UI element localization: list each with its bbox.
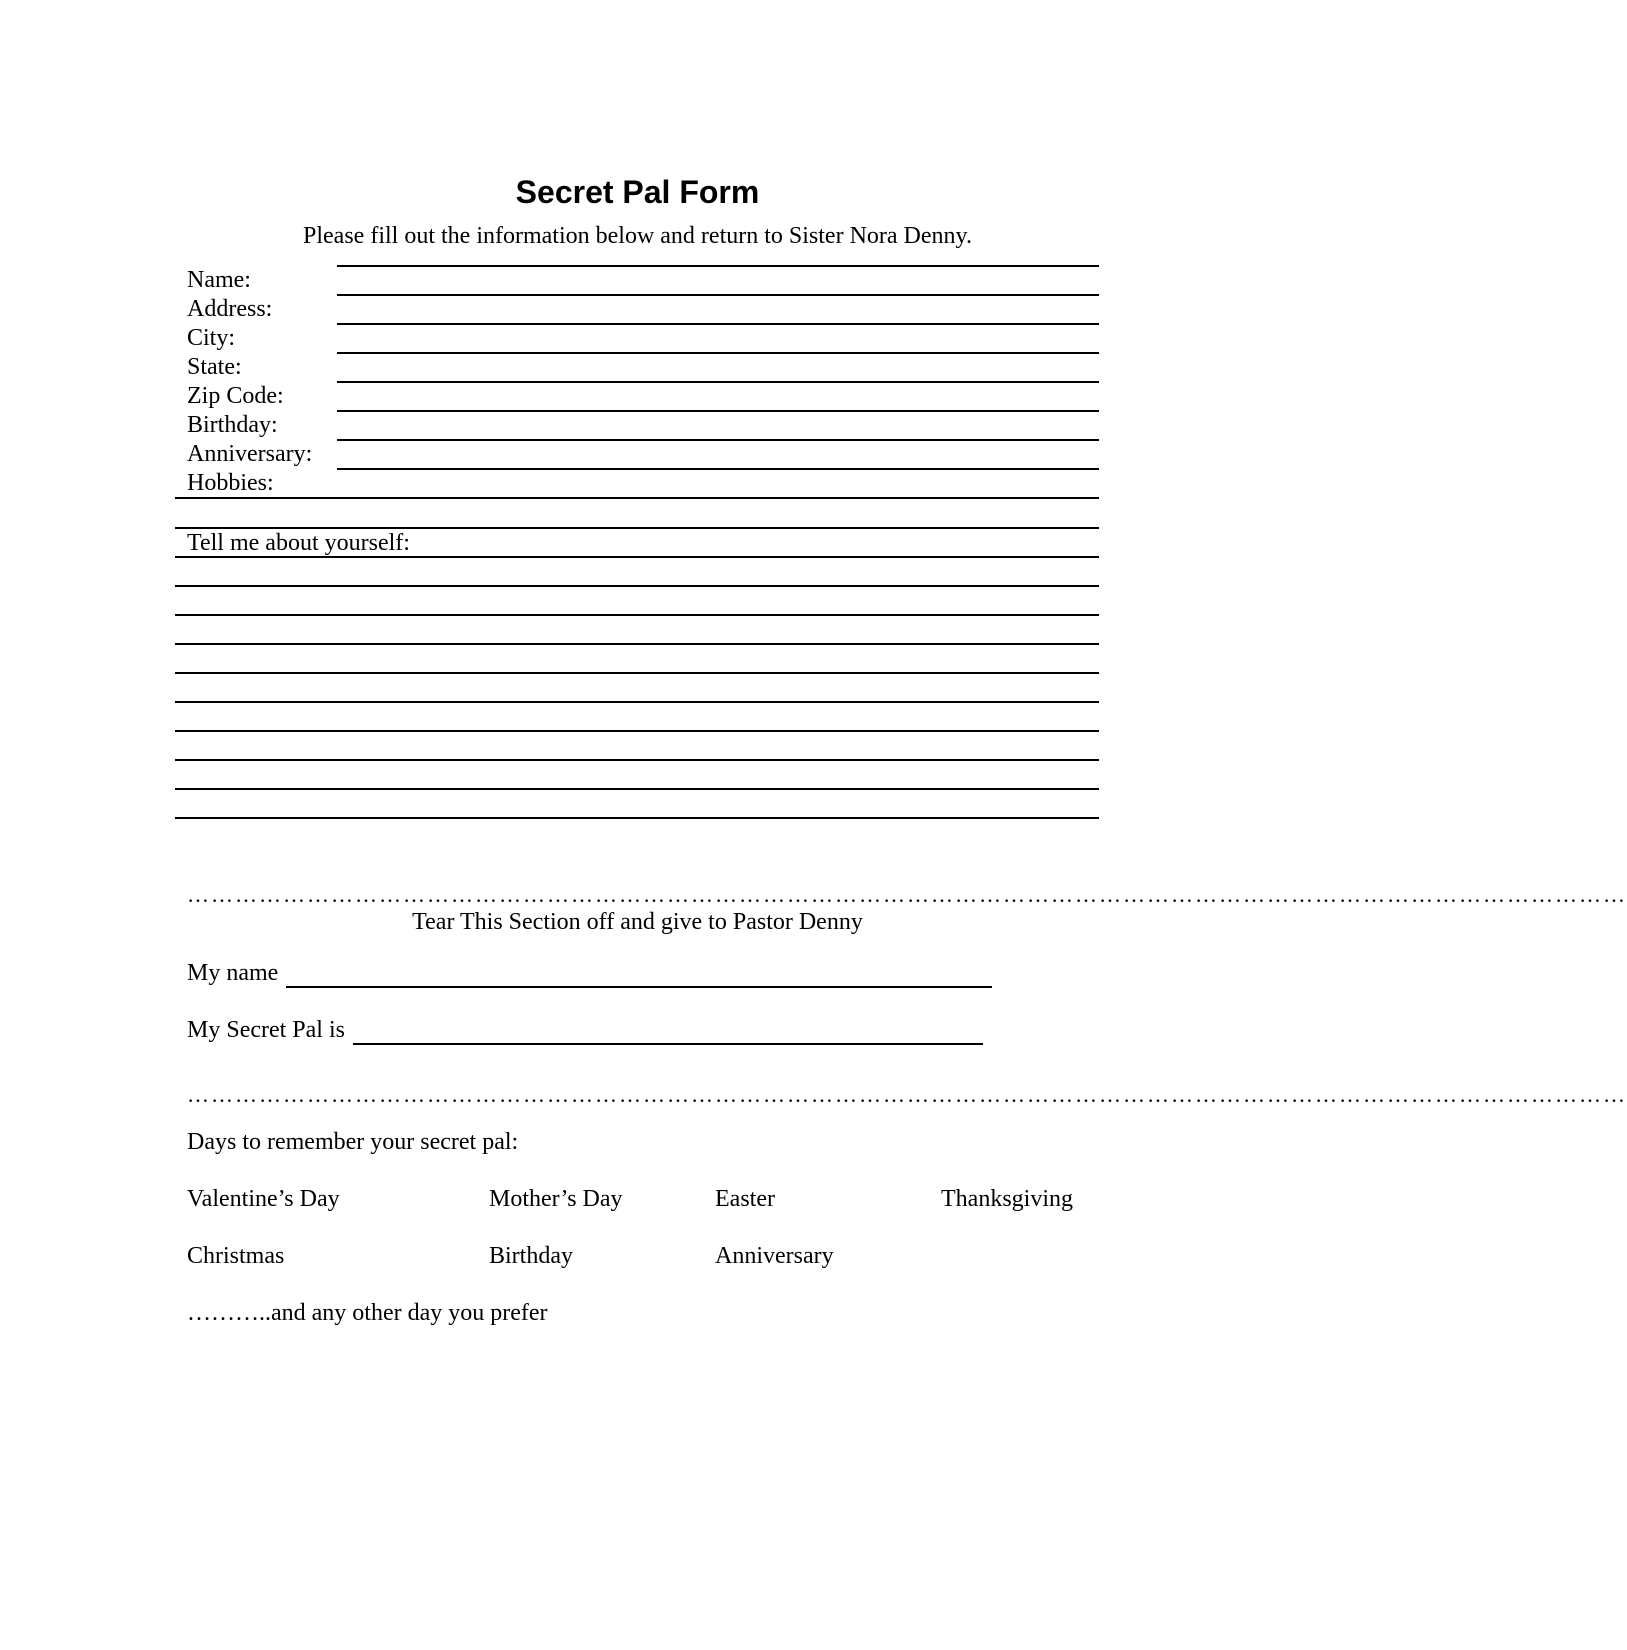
field-label-hobbies: Hobbies: bbox=[187, 470, 274, 496]
tear-heading: Tear This Section off and give to Pastor Denny bbox=[412, 909, 863, 935]
field-line-name[interactable] bbox=[337, 265, 1099, 267]
tear-dotted-line: ……………………………………………………………………………………………………………………………………………………………… bbox=[187, 1082, 1627, 1107]
field-label-city: City: bbox=[187, 325, 236, 351]
day-valentines: Valentine’s Day bbox=[187, 1186, 340, 1212]
hobbies-line[interactable] bbox=[175, 497, 1099, 499]
my-name-label: My name bbox=[187, 960, 279, 986]
field-line-anniversary[interactable] bbox=[337, 439, 1099, 441]
about-line[interactable] bbox=[175, 788, 1099, 790]
field-label-state: State: bbox=[187, 354, 242, 380]
tear-dotted-line: ……………………………………………………………………………………………………………………………………………………………… bbox=[187, 882, 1627, 907]
field-line-hobbies[interactable] bbox=[337, 468, 1099, 470]
about-line[interactable] bbox=[175, 817, 1099, 819]
about-line[interactable] bbox=[175, 672, 1099, 674]
day-thanksgiving: Thanksgiving bbox=[941, 1186, 1073, 1212]
reminders-footer: ………..and any other day you prefer bbox=[187, 1300, 548, 1326]
secret-pal-blank[interactable] bbox=[353, 1021, 983, 1045]
my-name-row bbox=[187, 958, 992, 988]
about-line[interactable] bbox=[175, 701, 1099, 703]
field-label-zip-code: Zip Code: bbox=[187, 383, 284, 409]
field-line-zip-code[interactable] bbox=[337, 381, 1099, 383]
field-line-city[interactable] bbox=[337, 323, 1099, 325]
field-line-state[interactable] bbox=[337, 352, 1099, 354]
secret-pal-row bbox=[187, 1015, 983, 1045]
day-easter: Easter bbox=[715, 1186, 775, 1212]
about-line[interactable] bbox=[175, 643, 1099, 645]
day-mothers-day: Mother’s Day bbox=[489, 1186, 623, 1212]
field-label-anniversary: Anniversary: bbox=[187, 441, 313, 467]
reminders-heading: Days to remember your secret pal: bbox=[187, 1129, 519, 1155]
my-name-blank[interactable] bbox=[286, 964, 992, 988]
day-christmas: Christmas bbox=[187, 1243, 285, 1269]
field-line-birthday[interactable] bbox=[337, 410, 1099, 412]
about-line[interactable] bbox=[175, 730, 1099, 732]
field-line-address[interactable] bbox=[337, 294, 1099, 296]
about-label: Tell me about yourself: bbox=[187, 530, 410, 556]
about-line[interactable] bbox=[175, 585, 1099, 587]
day-anniversary: Anniversary bbox=[715, 1243, 834, 1269]
field-label-name: Name: bbox=[187, 267, 251, 293]
form-instructions: Please fill out the information below and return to Sister Nora Denny. bbox=[303, 223, 972, 249]
secret-pal-label: My Secret Pal is bbox=[187, 1017, 345, 1043]
about-line[interactable] bbox=[175, 614, 1099, 616]
field-label-address: Address: bbox=[187, 296, 273, 322]
form-title: Secret Pal Form bbox=[515, 174, 760, 210]
day-birthday: Birthday bbox=[489, 1243, 573, 1269]
about-line[interactable] bbox=[175, 556, 1099, 558]
field-label-birthday: Birthday: bbox=[187, 412, 278, 438]
about-line[interactable] bbox=[175, 759, 1099, 761]
